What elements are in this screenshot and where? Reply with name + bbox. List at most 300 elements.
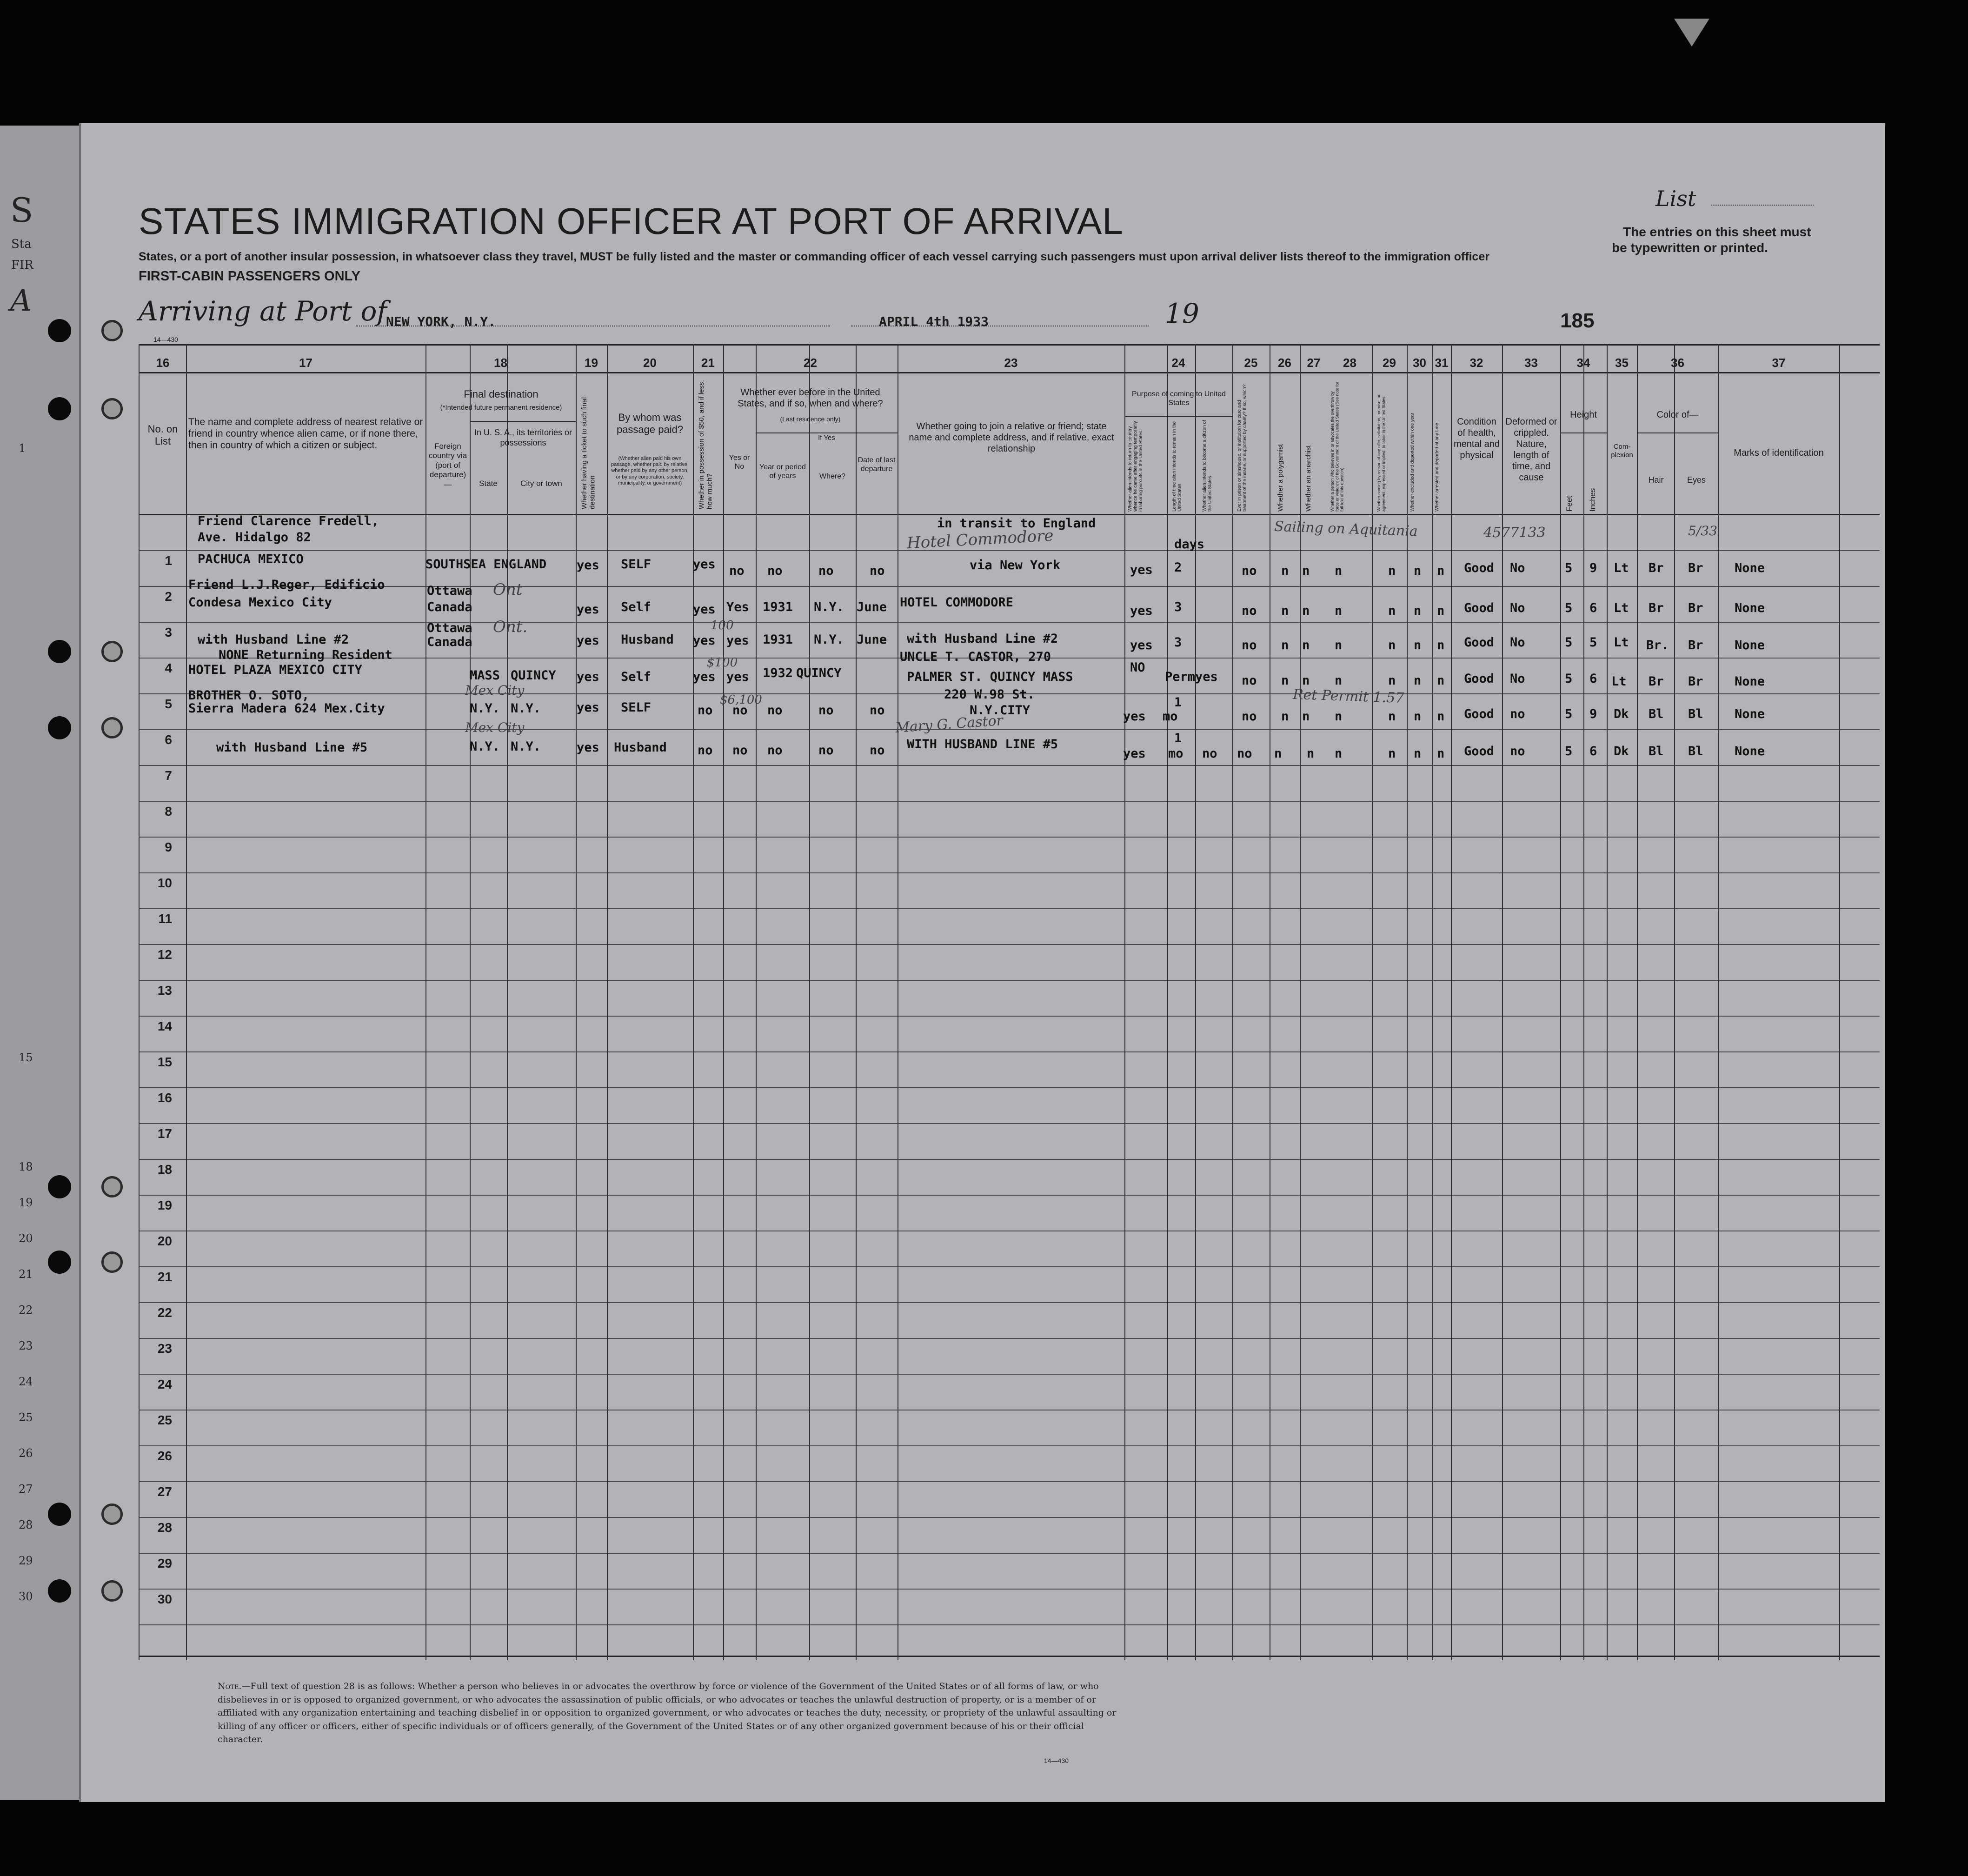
header-complexion: Com-plexion — [1611, 443, 1633, 459]
row-number: 16 — [157, 1091, 172, 1105]
q29: n — [1388, 564, 1396, 578]
row-number: 12 — [157, 947, 172, 962]
row-rule — [139, 1517, 1880, 1518]
port-value: NEW YORK, N.Y. — [386, 314, 496, 329]
ticket: yes — [577, 700, 599, 715]
period: no — [767, 703, 783, 718]
money: no — [698, 703, 713, 718]
row-number: 9 — [165, 840, 172, 854]
q28: n — [1335, 673, 1343, 688]
footnote-lead: Note. — [218, 1681, 242, 1691]
anarchist: n — [1302, 673, 1310, 688]
inches: 6 — [1589, 744, 1597, 758]
inches: 5 — [1589, 635, 1597, 650]
feet: 5 — [1565, 635, 1573, 650]
typewritten-note: The entries on this sheet must — [1623, 225, 1811, 239]
header-class-note: FIRST-CABIN PASSENGERS ONLY — [139, 269, 360, 284]
binder-hole — [48, 397, 71, 420]
column-divider — [809, 344, 810, 1660]
row-number: 19 — [157, 1198, 172, 1212]
inches: 6 — [1589, 672, 1597, 686]
row-rule — [139, 908, 1880, 909]
where: no — [818, 743, 834, 758]
anarchist: n — [1302, 604, 1310, 618]
relative-address: Ave. Hidalgo 82 — [198, 530, 311, 545]
header-q29: Whether coming by reason of any offer, solicitation, promise, or agreement, expressed or implied, to labor in the United States — [1376, 394, 1386, 512]
list-number-line — [1711, 205, 1814, 206]
binder-hole — [48, 1251, 71, 1274]
marks: None — [1735, 601, 1765, 615]
departure-date: June — [857, 632, 887, 647]
prison: no — [1242, 709, 1257, 724]
column-divider — [1560, 344, 1561, 1660]
handwritten-reference: 5/33 — [1688, 523, 1717, 539]
left-page-row-number: 25 — [19, 1411, 33, 1424]
column-number: 22 — [804, 356, 817, 370]
joining: PALMER ST. QUINCY MASS — [907, 670, 1073, 684]
column-divider — [1674, 344, 1675, 1660]
binder-ring — [101, 1176, 123, 1197]
column-number: 27 — [1307, 356, 1321, 370]
page-title: STATES IMMIGRATION OFFICER AT PORT OF ARRIVAL — [139, 200, 1124, 242]
header-deformed: Deformed or crippled. Nature, length of time, and cause — [1505, 417, 1557, 483]
marks: None — [1735, 638, 1765, 652]
row-rule — [139, 1123, 1880, 1124]
where: no — [818, 564, 834, 578]
row-rule — [139, 1589, 1880, 1590]
purpose-length: Perm — [1165, 670, 1196, 684]
q29: n — [1388, 673, 1396, 688]
polygamist: n — [1281, 564, 1289, 578]
header-bottom-rule — [139, 514, 1880, 515]
money: yes — [693, 670, 716, 684]
anarchist: n — [1302, 709, 1310, 724]
money: yes — [693, 633, 716, 648]
eyes: Bl — [1688, 707, 1703, 721]
row-number: 15 — [157, 1055, 172, 1069]
column-number: 37 — [1772, 356, 1786, 370]
q29: n — [1388, 604, 1396, 618]
column-number: 28 — [1343, 356, 1356, 370]
row-rule — [139, 1553, 1880, 1554]
q30: n — [1414, 673, 1422, 688]
foreign-via: Canada — [427, 600, 472, 614]
row-number: 27 — [157, 1484, 172, 1499]
feet: 5 — [1565, 672, 1573, 686]
column-divider — [1124, 344, 1125, 1660]
polygamist: n — [1281, 604, 1289, 618]
column-divider — [1583, 344, 1584, 1660]
passage-paid: Husband — [614, 740, 667, 755]
row-number: 17 — [157, 1126, 172, 1141]
header-last-residence: (Last residence only) — [780, 415, 841, 423]
departure-date: June — [857, 600, 887, 614]
period: 1931 — [763, 632, 793, 647]
ticket: yes — [577, 670, 599, 684]
header-feet: Feet — [1565, 495, 1574, 512]
header-eyes: Eyes — [1687, 475, 1706, 485]
marks: None — [1735, 674, 1765, 689]
handwritten-province: Ont. — [493, 618, 528, 636]
column-number: 17 — [299, 356, 312, 370]
year-prefix: 19 — [1165, 298, 1199, 329]
deformed: No — [1510, 601, 1525, 615]
left-page-letter: FIR — [11, 258, 33, 272]
relative-address: Sierra Madera 624 Mex.City — [188, 701, 385, 716]
left-page-row-number: 15 — [19, 1051, 33, 1064]
column-number: 21 — [701, 356, 715, 370]
relative-address: HOTEL PLAZA MEXICO CITY — [188, 663, 362, 677]
row-number: 10 — [157, 876, 172, 890]
polygamist: n — [1274, 746, 1282, 761]
purpose-length: 1 — [1174, 731, 1182, 745]
left-page-row-number: 22 — [19, 1304, 33, 1317]
left-page-row-number: 20 — [19, 1232, 33, 1245]
handwritten-province: Ont — [493, 580, 523, 599]
manifest-page — [79, 123, 1885, 1802]
q28: n — [1335, 604, 1343, 618]
deformed: no — [1510, 744, 1525, 758]
period: 1931 — [763, 600, 793, 614]
prison: no — [1242, 564, 1257, 578]
q29: n — [1388, 746, 1396, 761]
q30: n — [1414, 564, 1422, 578]
q29: n — [1388, 638, 1396, 652]
row-rule — [139, 1051, 1880, 1052]
handwritten-sailing: Sailing on Aquitania — [1274, 518, 1418, 540]
column-number: 32 — [1469, 356, 1483, 370]
joining: via New York — [970, 558, 1061, 572]
binder-ring — [101, 1251, 123, 1273]
prison: no — [1237, 746, 1252, 761]
column-number: 29 — [1383, 356, 1396, 370]
left-page-row-number: 29 — [19, 1554, 33, 1567]
purpose-return: yes — [1130, 638, 1153, 652]
health: Good — [1464, 744, 1495, 758]
purpose-length: 3 — [1174, 635, 1182, 650]
header-possession: Whether in possession of $50, and if less, how much? — [698, 380, 714, 509]
where: N.Y. — [814, 600, 844, 614]
relative-address: Condesa Mexico City — [188, 595, 332, 610]
inches: 9 — [1589, 707, 1597, 721]
q31: n — [1437, 604, 1445, 618]
binder-hole — [48, 1579, 71, 1603]
joining: N.Y.CITY — [970, 703, 1031, 718]
header-relative: The name and complete address of nearest relative or friend in country whence alien came, or if none there, then in country of which a citizen or subject. — [188, 417, 423, 451]
form-number: 14—430 — [153, 336, 178, 343]
header-by-whom-note: (Whether alien paid his own passage, whether paid by relative, whether paid by any other person, or by any corporation, society, municipality, or government) — [611, 456, 689, 486]
row-rule — [139, 1302, 1880, 1303]
ticket: yes — [577, 740, 599, 755]
hair: Bl — [1649, 744, 1664, 758]
column-divider — [1451, 344, 1452, 1660]
prison: no — [1242, 604, 1257, 618]
header-in-usa: In U. S. A., its territories or possessions — [474, 428, 572, 447]
polygamist: n — [1281, 638, 1289, 652]
handwritten-money: $6,100 — [720, 693, 762, 707]
where: N.Y. — [814, 632, 844, 647]
feet: 5 — [1565, 601, 1573, 615]
prison: no — [1242, 638, 1257, 652]
ticket: yes — [577, 602, 599, 617]
handwritten-permit: Ret Permit 1.57 — [1292, 686, 1404, 707]
footnote-form-number: 14—430 — [1044, 1757, 1069, 1764]
where: no — [818, 703, 834, 718]
column-number: 36 — [1671, 356, 1684, 370]
header-join-relative: Whether going to join a relative or friend; state name and complete address, and if relative, exact relationship — [909, 421, 1114, 454]
row-number: 14 — [157, 1019, 172, 1033]
ever-before: Yes — [726, 600, 749, 614]
foreign-via: Ottawa — [427, 621, 472, 635]
destination-city: N.Y. — [511, 701, 541, 716]
header-where: Where? — [819, 472, 846, 480]
left-page-row-number: 26 — [19, 1447, 33, 1460]
left-page-letter: Sta — [11, 237, 32, 251]
handwritten-money: 100 — [711, 619, 734, 632]
relative-name: with Husband Line #5 — [216, 740, 368, 755]
header-purpose: Purpose of coming to United States — [1132, 390, 1226, 407]
column-divider — [576, 344, 577, 1660]
deformed: No — [1510, 635, 1525, 650]
destination-state: N.Y. — [470, 739, 500, 754]
row-rule — [139, 1338, 1880, 1339]
passage-paid: SELF — [621, 557, 652, 572]
corner-mark — [1674, 19, 1709, 47]
binder-ring — [101, 1580, 123, 1602]
destination-state: N.Y. — [470, 701, 500, 716]
column-number: 31 — [1435, 356, 1449, 370]
header-subrule — [1124, 416, 1232, 417]
column-divider — [1372, 344, 1373, 1660]
column-number: 35 — [1615, 356, 1629, 370]
binder-ring — [101, 398, 123, 419]
marks: None — [1735, 561, 1765, 575]
marks: None — [1735, 744, 1765, 758]
purpose-length: 1 — [1174, 695, 1182, 710]
complexion: Lt — [1614, 561, 1629, 575]
anarchist: n — [1302, 638, 1310, 652]
row-number: 2 — [165, 589, 172, 604]
row-rule — [139, 872, 1880, 873]
ever-before: yes — [726, 670, 749, 684]
row-rule — [139, 1087, 1880, 1088]
row-rule — [139, 729, 1880, 730]
row-rule — [139, 1195, 1880, 1196]
column-divider — [1502, 344, 1503, 1660]
inches: 9 — [1589, 561, 1597, 575]
row-number: 30 — [157, 1592, 172, 1606]
foreign-via: Canada — [427, 635, 472, 649]
binder-hole — [48, 1503, 71, 1526]
handwritten-city: Mex City — [465, 720, 525, 735]
binder-ring — [101, 1503, 123, 1525]
relative-name: BROTHER O. SOTO, — [188, 688, 310, 703]
purpose-length: days — [1174, 537, 1205, 552]
anarchist: n — [1302, 564, 1310, 578]
left-page-letter: A — [10, 284, 32, 318]
column-number: 26 — [1278, 356, 1291, 370]
purpose-length: mo — [1163, 709, 1178, 724]
header-city: City or town — [520, 479, 562, 488]
column-divider — [1232, 344, 1233, 1660]
purpose-return: yes — [1130, 604, 1153, 618]
header-polygamist: Whether a polygamist — [1277, 444, 1284, 512]
column-divider — [856, 344, 857, 1660]
row-rule — [139, 1481, 1880, 1482]
purpose-citizen: yes — [1195, 670, 1218, 684]
left-page-row-number: 19 — [19, 1196, 33, 1209]
complexion: Dk — [1614, 744, 1629, 758]
header-by-whom: By whom was passage paid? — [616, 412, 684, 436]
header-final-destination: Final destination — [464, 388, 539, 400]
row-number: 29 — [157, 1556, 172, 1570]
handwritten-city: Mex City — [465, 683, 525, 698]
money: yes — [693, 557, 716, 572]
joining: HOTEL COMMODORE — [900, 595, 1013, 610]
where: QUINCY — [796, 666, 842, 680]
q30: n — [1414, 709, 1422, 724]
relative-name: Friend L.J.Reger, Edificio — [188, 578, 385, 592]
column-divider — [723, 344, 724, 1660]
health: Good — [1464, 561, 1495, 575]
column-number: 25 — [1244, 356, 1258, 370]
header-subtitle: States, or a port of another insular possession, in whatsoever class they travel, MUST be fully listed and the master or commanding officer of each vessel carrying such passengers must upon arrival deliver lists thereof to the immigration officer — [139, 250, 1489, 263]
row-number: 11 — [158, 911, 172, 926]
ever-before: no — [732, 703, 748, 718]
handwritten-name: Mary G. Castor — [895, 712, 1004, 737]
destination-city: QUINCY — [511, 668, 556, 683]
header-if-yes: If Yes — [818, 434, 835, 442]
q30: n — [1414, 746, 1422, 761]
period: 1932 — [763, 666, 793, 680]
hair: Br — [1649, 601, 1664, 615]
q28: n — [1335, 564, 1343, 578]
left-page-row-number: 1 — [19, 442, 26, 455]
prison: no — [1242, 673, 1257, 688]
column-divider — [507, 344, 508, 1660]
row-rule — [139, 1266, 1880, 1267]
purpose-citizen: no — [1202, 746, 1217, 761]
feet: 5 — [1565, 707, 1573, 721]
deformed: No — [1510, 561, 1525, 575]
row-rule — [139, 801, 1880, 802]
row-number: 13 — [157, 983, 172, 998]
row-rule — [139, 837, 1880, 838]
health: Good — [1464, 601, 1495, 615]
hair: Br. — [1646, 638, 1669, 652]
hair: Br — [1649, 674, 1664, 689]
left-page-row-number: 24 — [19, 1375, 33, 1388]
binder-hole — [48, 716, 71, 739]
complexion: Lt — [1614, 601, 1629, 615]
purpose-return: NO — [1130, 660, 1145, 675]
column-divider — [1407, 344, 1408, 1660]
binder-hole — [48, 640, 71, 663]
header-prison: Ever in prison or almshouse, or institution for care and treatment of the insane, or supported by charity? If so, which? — [1237, 384, 1248, 512]
joining: in transit to England — [937, 516, 1096, 531]
binder-ring — [101, 717, 123, 738]
header-ticket: Whether having a ticket to such final destination — [580, 397, 597, 509]
joining: with Husband Line #2 — [907, 632, 1058, 646]
anarchist: n — [1307, 746, 1315, 761]
page-number: 185 — [1560, 309, 1595, 332]
header-condition: Condition of health, mental and physical — [1454, 417, 1500, 460]
ever-before: no — [732, 743, 748, 758]
header-subrule — [756, 432, 898, 433]
relative-address: PACHUCA MEXICO — [198, 552, 304, 566]
passage-paid: Husband — [621, 632, 674, 647]
arrival-date: APRIL 4th 1933 — [879, 314, 989, 329]
header-q30: Whether excluded and deported within one year — [1410, 412, 1415, 512]
ticket: yes — [577, 633, 599, 648]
joining: 220 W.98 St. — [944, 687, 1035, 702]
header-height: Height — [1570, 410, 1597, 420]
row-rule — [139, 586, 1880, 587]
table-bottom-rule — [139, 1656, 1880, 1657]
q28: n — [1335, 746, 1343, 761]
handwritten-hotel: Hotel Commodore — [906, 526, 1054, 553]
q31: n — [1437, 746, 1445, 761]
row-rule — [139, 622, 1880, 623]
destination-city: N.Y. — [511, 739, 541, 754]
header-hair: Hair — [1648, 475, 1664, 485]
q31: n — [1437, 709, 1445, 724]
header-period: Year or period of years — [759, 463, 806, 480]
column-divider — [756, 344, 757, 1660]
header-ever-before: Whether ever before in the United States, and if so, when and where? — [738, 387, 883, 409]
header-foreign-country: Foreign country via (port of departure)— — [428, 442, 467, 489]
row-number: 5 — [165, 697, 172, 711]
binder-ring — [101, 641, 123, 662]
period: no — [767, 564, 783, 578]
left-page-edge — [0, 126, 88, 1800]
inches: 6 — [1589, 601, 1597, 615]
health: Good — [1464, 635, 1495, 650]
column-divider — [607, 344, 608, 1660]
handwritten-reference: 4577133 — [1483, 525, 1546, 541]
left-page-row-number: 21 — [19, 1268, 33, 1281]
column-number: 20 — [643, 356, 657, 370]
q31: n — [1437, 638, 1445, 652]
row-number: 4 — [165, 661, 172, 675]
departure-date: no — [870, 703, 885, 718]
ever-before: yes — [726, 633, 749, 648]
binder-hole — [48, 1175, 71, 1198]
purpose-return: yes — [1123, 709, 1146, 724]
column-divider — [470, 344, 471, 1660]
column-divider — [139, 344, 140, 1660]
money: no — [698, 743, 713, 758]
departure-date: no — [870, 564, 885, 578]
hair: Bl — [1649, 707, 1664, 721]
deformed: No — [1510, 672, 1525, 686]
eyes: Br — [1688, 674, 1703, 689]
row-rule — [139, 1374, 1880, 1375]
row-number: 22 — [157, 1305, 172, 1320]
ever-before: no — [729, 564, 745, 578]
left-page-row-number: 27 — [19, 1483, 33, 1496]
row-number: 23 — [157, 1341, 172, 1356]
destination-state: MASS — [470, 668, 500, 683]
column-number: 24 — [1171, 356, 1185, 370]
header-date-departure: Date of last departure — [858, 456, 896, 473]
left-page-row-number: 23 — [19, 1339, 33, 1352]
header-marks: Marks of identification — [1734, 448, 1824, 458]
footnote-q28 — [218, 1680, 1120, 1746]
header-q31: Whether arrested and deported at any time — [1435, 423, 1440, 512]
left-page-letter: S — [10, 191, 33, 230]
row-number: 28 — [157, 1520, 172, 1535]
